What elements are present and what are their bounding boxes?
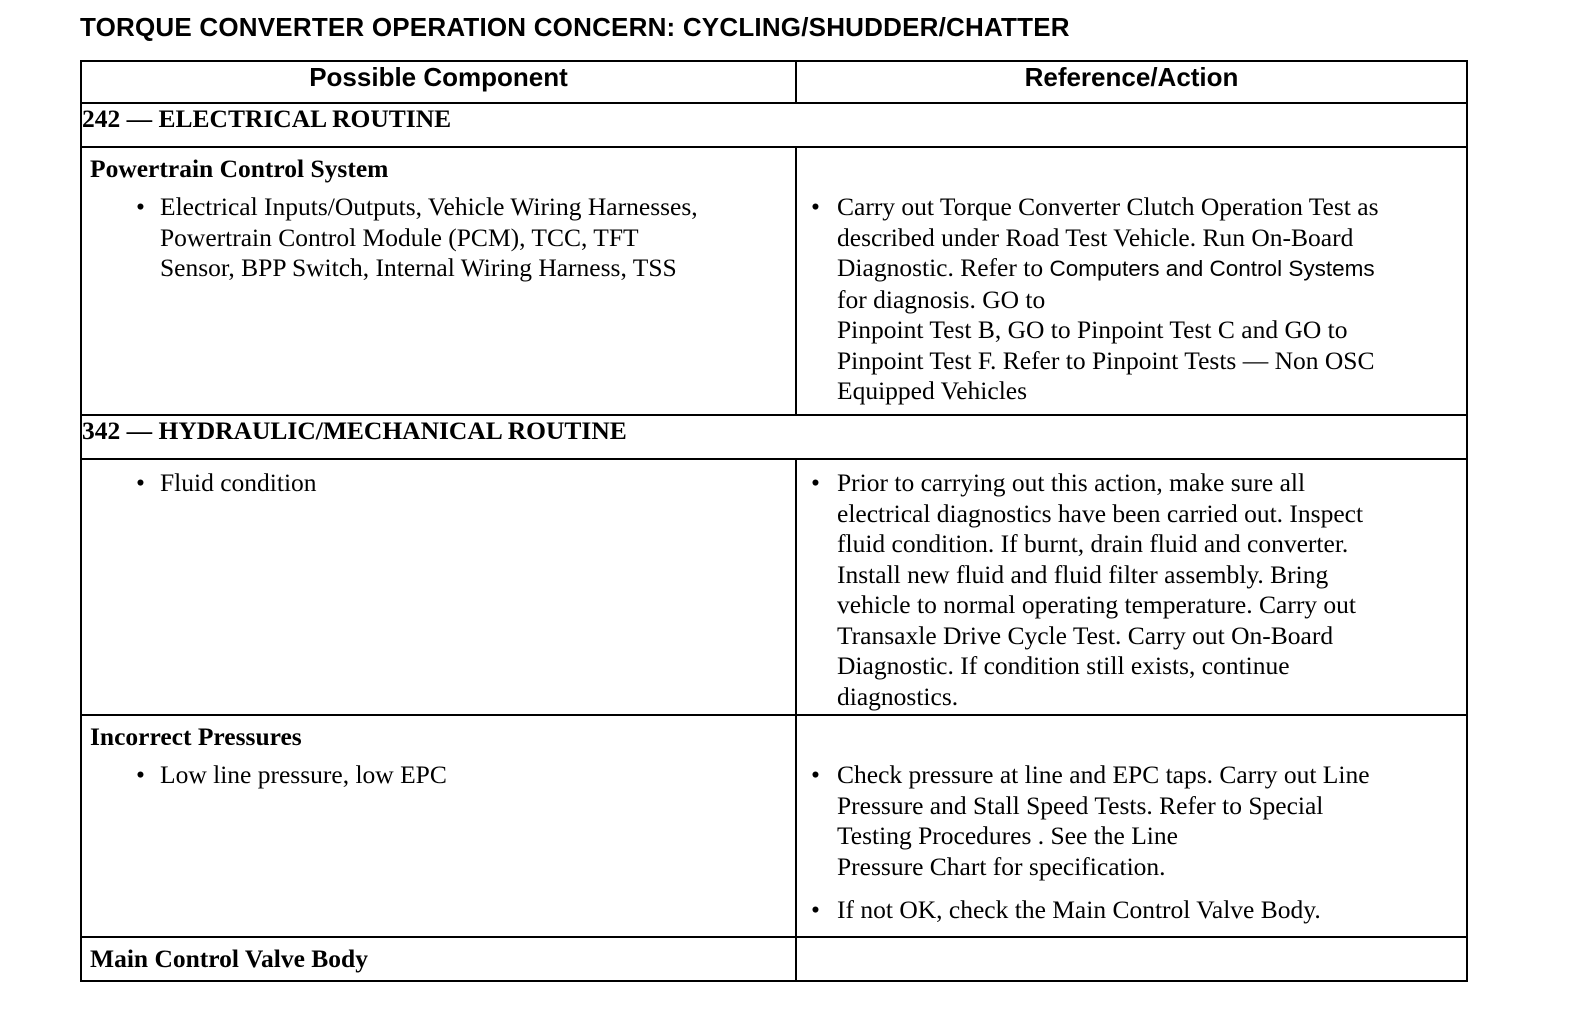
action-line: for diagnosis. GO to xyxy=(837,284,1046,314)
action-bullet xyxy=(797,895,1466,926)
bullet-icon: • xyxy=(136,468,145,497)
component-bullet xyxy=(82,460,795,499)
group-heading-powertrain: Powertrain Control System xyxy=(90,154,389,183)
table-row-pressures xyxy=(81,715,1467,937)
column-header-action: Reference/Action xyxy=(796,61,1467,103)
bullet-icon: • xyxy=(136,760,145,789)
action-line: described under Road Test Vehicle. Run On-Board xyxy=(837,222,1354,252)
component-line: Electrical Inputs/Outputs, Vehicle Wiring Harnesses, xyxy=(160,192,698,221)
action-line: Equipped Vehicles xyxy=(837,376,1028,405)
bullet-icon: • xyxy=(136,192,145,221)
section-header-electrical: 242 — ELECTRICAL ROUTINE xyxy=(81,103,1467,147)
action-bullet xyxy=(797,460,1466,712)
component-cell xyxy=(81,715,796,937)
action-line: Prior to carrying out this action, make sure all xyxy=(837,468,1306,497)
action-line: electrical diagnostics have been carried out. Inspect xyxy=(837,498,1364,528)
action-line: Testing Procedures . See the Line xyxy=(837,821,1178,850)
action-line: If not OK, check the Main Control Valve Body. xyxy=(837,895,1321,924)
action-cell xyxy=(796,459,1467,715)
component-line: Low line pressure, low EPC xyxy=(160,760,447,789)
component-line: Powertrain Control Module (PCM), TCC, TFT xyxy=(160,222,639,252)
table-row-fluid xyxy=(81,459,1467,715)
section-row-hydraulic xyxy=(81,415,1467,459)
action-cell xyxy=(796,147,1467,415)
action-line: vehicle to normal operating temperature. Carry out xyxy=(837,590,1357,619)
component-cell xyxy=(81,937,796,981)
action-bullet xyxy=(797,192,1466,407)
section-header-hydraulic: 342 — HYDRAULIC/MECHANICAL ROUTINE xyxy=(81,415,1467,459)
group-heading-pressures: Incorrect Pressures xyxy=(90,722,302,751)
bullet-icon: • xyxy=(811,895,820,924)
action-line: Pressure and Stall Speed Tests. Refer to Special xyxy=(837,790,1324,820)
action-line: Check pressure at line and EPC taps. Carry out Line xyxy=(837,760,1370,789)
bullet-icon: • xyxy=(811,192,820,221)
reference-link-text: Computers and Control Systems xyxy=(1049,256,1375,281)
table-row-valve-body xyxy=(81,937,1467,981)
component-cell xyxy=(81,147,796,415)
component-line: Sensor, BPP Switch, Internal Wiring Harness, TSS xyxy=(160,253,677,282)
action-bullet xyxy=(797,760,1466,882)
action-line: Pinpoint Test B, GO to Pinpoint Test C and GO to xyxy=(837,315,1348,344)
component-line: Fluid condition xyxy=(160,468,317,497)
column-header-component: Possible Component xyxy=(81,61,796,103)
action-line: Pinpoint Test F. Refer to Pinpoint Tests — Non OSC xyxy=(837,345,1375,375)
action-line: diagnostics. xyxy=(837,681,959,711)
component-bullet xyxy=(82,192,795,284)
action-line: Install new fluid and fluid filter assembly. Bring xyxy=(837,559,1329,589)
table-row-powertrain xyxy=(81,147,1467,415)
page-title: TORQUE CONVERTER OPERATION CONCERN: CYCLING/SHUDDER/CHATTER xyxy=(80,12,1070,42)
action-cell-empty xyxy=(796,937,1467,981)
action-line: Diagnostic. If condition still exists, continue xyxy=(837,651,1290,680)
action-line: Carry out Torque Converter Clutch Operation Test as xyxy=(837,192,1379,221)
diagnostic-table xyxy=(80,60,1468,982)
table-header-row xyxy=(81,61,1467,103)
component-bullet xyxy=(82,760,795,791)
bullet-icon: • xyxy=(811,468,820,497)
group-heading-valve-body: Main Control Valve Body xyxy=(90,944,368,973)
component-cell xyxy=(81,459,796,715)
action-text: Diagnostic. Refer to xyxy=(837,253,1050,282)
action-line: Pressure Chart for specification. xyxy=(837,851,1166,881)
action-line: fluid condition. If burnt, drain fluid and converter. xyxy=(837,529,1349,558)
section-row-electrical xyxy=(81,103,1467,147)
action-line: Transaxle Drive Cycle Test. Carry out On-Board xyxy=(837,620,1334,650)
action-cell xyxy=(796,715,1467,937)
action-line xyxy=(837,253,1452,285)
bullet-icon: • xyxy=(811,760,820,789)
